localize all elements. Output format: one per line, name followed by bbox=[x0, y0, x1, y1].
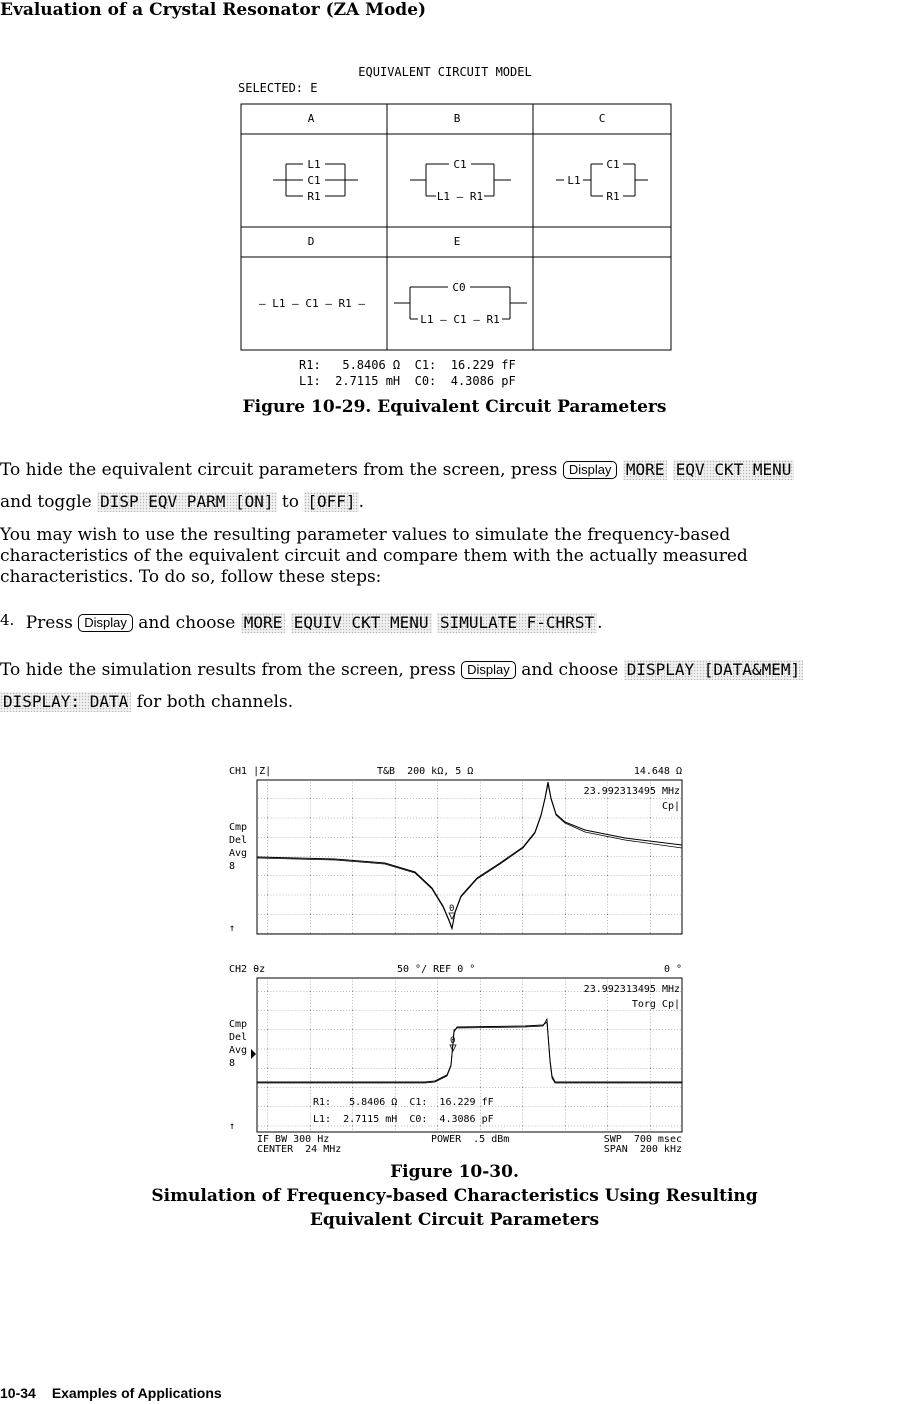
ch2-marker-number: 0 bbox=[450, 1036, 456, 1046]
para2-line1: You may wish to use the resulting parameter values to simulate the frequency-based bbox=[0, 525, 731, 545]
figure2-caption-line2: Simulation of Frequency-based Characteristics Using Resulting bbox=[151, 1186, 758, 1206]
page-number: 10-34 bbox=[0, 1385, 36, 1401]
para2-line2: characteristics of the equivalent circuit and compare them with the actually measured bbox=[0, 546, 748, 566]
ch1-header-left: CH1 |Z| bbox=[229, 766, 272, 777]
softkey-more[interactable]: MORE bbox=[241, 613, 286, 633]
ch2-side-8: 8 bbox=[229, 1058, 236, 1069]
ch2-side-cmp: Cmp bbox=[229, 1019, 248, 1030]
model-label-e: E bbox=[453, 235, 461, 248]
figure1-caption: Figure 10-29. Equivalent Circuit Parameters bbox=[242, 397, 667, 417]
ch-footer-swp: SWP 700 msec bbox=[603, 1134, 682, 1145]
softkey-display-datamem[interactable]: DISPLAY [DATA&MEM] bbox=[624, 660, 803, 680]
ecm-header: EQUIVALENT CIRCUIT MODEL bbox=[358, 65, 532, 79]
model-d-series: — L1 — C1 — R1 — bbox=[259, 297, 365, 310]
ch-footer-power: POWER .5 dBm bbox=[431, 1134, 510, 1145]
ch2-params-line1: R1: 5.8406 Ω C1: 16.229 fF bbox=[313, 1097, 494, 1108]
ch-footer-ifbw: IF BW 300 Hz bbox=[257, 1134, 330, 1145]
model-a-schematic bbox=[273, 158, 358, 203]
ch-footer-span: SPAN 200 kHz bbox=[603, 1144, 682, 1155]
model-c-l1: L1 bbox=[567, 174, 581, 187]
model-b-l1r1: L1 — R1 bbox=[436, 190, 484, 203]
ch1-side-avg: Avg bbox=[229, 848, 248, 859]
model-label-a: A bbox=[307, 112, 315, 125]
page-footer bbox=[0, 1385, 222, 1401]
chapter-title: Examples of Applications bbox=[51, 1385, 222, 1401]
ch2-marker-freq: 23.992313495 MHz bbox=[583, 984, 680, 995]
para1-text3: to bbox=[281, 492, 299, 512]
ch2-reference-arrow bbox=[251, 1049, 256, 1059]
step4-text3: . bbox=[597, 613, 603, 633]
para-hide-params bbox=[0, 454, 899, 518]
para1-text4: . bbox=[358, 492, 364, 512]
ch1-header-right: 14.648 Ω bbox=[633, 766, 682, 777]
model-b-schematic bbox=[410, 158, 511, 203]
ch2-panel bbox=[229, 964, 682, 1132]
ch2-header-right: 0 ° bbox=[663, 964, 682, 975]
ch1-arrow: ↑ bbox=[229, 923, 236, 934]
section-title: Evaluation of a Crystal Resonator (ZA Mode) bbox=[0, 0, 427, 20]
model-a-l1: L1 bbox=[307, 158, 321, 171]
ch1-panel bbox=[229, 766, 682, 934]
ecm-selected: SELECTED: E bbox=[238, 81, 318, 95]
step4-text2: and choose bbox=[138, 613, 236, 633]
model-label-c: C bbox=[598, 112, 606, 125]
softkey-more[interactable]: MORE bbox=[623, 460, 668, 480]
ecm-params-line1: R1: 5.8406 Ω C1: 16.229 fF bbox=[299, 358, 516, 372]
model-label-b: B bbox=[453, 112, 461, 125]
model-d-schematic bbox=[259, 297, 365, 310]
softkey-eqv-ckt-menu[interactable]: EQV CKT MENU bbox=[673, 460, 795, 480]
ch2-header-left: CH2 θz bbox=[229, 964, 266, 975]
para-hide-simulation bbox=[0, 654, 899, 718]
model-b-c1: C1 bbox=[453, 158, 467, 171]
para1-text1: To hide the equivalent circuit parameters from the screen, press bbox=[0, 460, 558, 480]
softkey-off[interactable]: [OFF] bbox=[304, 492, 358, 512]
model-e-series: L1 — C1 — R1 bbox=[420, 313, 500, 326]
ch2-params-line2: L1: 2.7115 mH C0: 4.3086 pF bbox=[313, 1114, 494, 1125]
softkey-simulate-f-chrst[interactable]: SIMULATE F-CHRST bbox=[437, 613, 597, 633]
step4-number: 4. bbox=[0, 611, 15, 629]
ch2-marker-label: Torg Cp| bbox=[631, 999, 680, 1010]
ch1-side-cmp: Cmp bbox=[229, 822, 248, 833]
softkey-disp-eqv-parm[interactable]: DISP EQV PARM [ON] bbox=[97, 492, 276, 512]
para3-text2: and choose bbox=[521, 660, 619, 680]
para-simulate-intro bbox=[0, 525, 748, 588]
model-c-c1: C1 bbox=[606, 158, 620, 171]
ch1-side-del: Del bbox=[229, 835, 248, 846]
ecm-params-line2: L1: 2.7115 mH C0: 4.3086 pF bbox=[299, 374, 516, 388]
softkey-display-data[interactable]: DISPLAY: DATA bbox=[0, 692, 131, 712]
ch2-arrow: ↑ bbox=[229, 1121, 236, 1132]
ch1-marker-freq: 23.992313495 MHz bbox=[583, 786, 680, 797]
equivalent-circuit-figure bbox=[230, 60, 680, 392]
ch1-marker-number: 0 bbox=[449, 904, 455, 914]
model-a-c1: C1 bbox=[307, 174, 321, 187]
ch1-marker-label: Cp| bbox=[661, 801, 680, 812]
model-c-schematic bbox=[556, 158, 648, 203]
display-key[interactable]: Display bbox=[461, 661, 516, 679]
ch-footer-center: CENTER 24 MHz bbox=[257, 1144, 342, 1155]
ch1-side-8: 8 bbox=[229, 861, 236, 872]
model-c-r1: R1 bbox=[606, 190, 620, 203]
ch2-side-del: Del bbox=[229, 1032, 248, 1043]
para3-text3: for both channels. bbox=[136, 692, 294, 712]
para2-line3: characteristics. To do so, follow these steps: bbox=[0, 567, 382, 587]
model-e-schematic bbox=[394, 281, 527, 326]
para3-text1: To hide the simulation results from the screen, press bbox=[0, 660, 456, 680]
figure2-caption-line3: Equivalent Circuit Parameters bbox=[309, 1210, 600, 1230]
step-4 bbox=[0, 610, 602, 634]
figure2-caption-line1: Figure 10-30. bbox=[390, 1162, 519, 1182]
display-key[interactable]: Display bbox=[78, 614, 133, 632]
analyzer-screen-figure bbox=[225, 760, 695, 1160]
model-label-d: D bbox=[307, 235, 315, 248]
model-e-c0: C0 bbox=[452, 281, 466, 294]
ch1-header-mid: T&B 200 kΩ, 5 Ω bbox=[377, 766, 474, 777]
ch2-header-mid: 50 °/ REF 0 ° bbox=[397, 964, 476, 975]
softkey-equiv-ckt-menu[interactable]: EQUIV CKT MENU bbox=[291, 613, 432, 633]
figure2-caption bbox=[0, 1160, 899, 1232]
model-a-r1: R1 bbox=[307, 190, 321, 203]
display-key[interactable]: Display bbox=[563, 461, 618, 479]
step4-text1: Press bbox=[25, 613, 73, 633]
ch2-side-avg: Avg bbox=[229, 1045, 248, 1056]
para1-text2: and toggle bbox=[0, 492, 92, 512]
